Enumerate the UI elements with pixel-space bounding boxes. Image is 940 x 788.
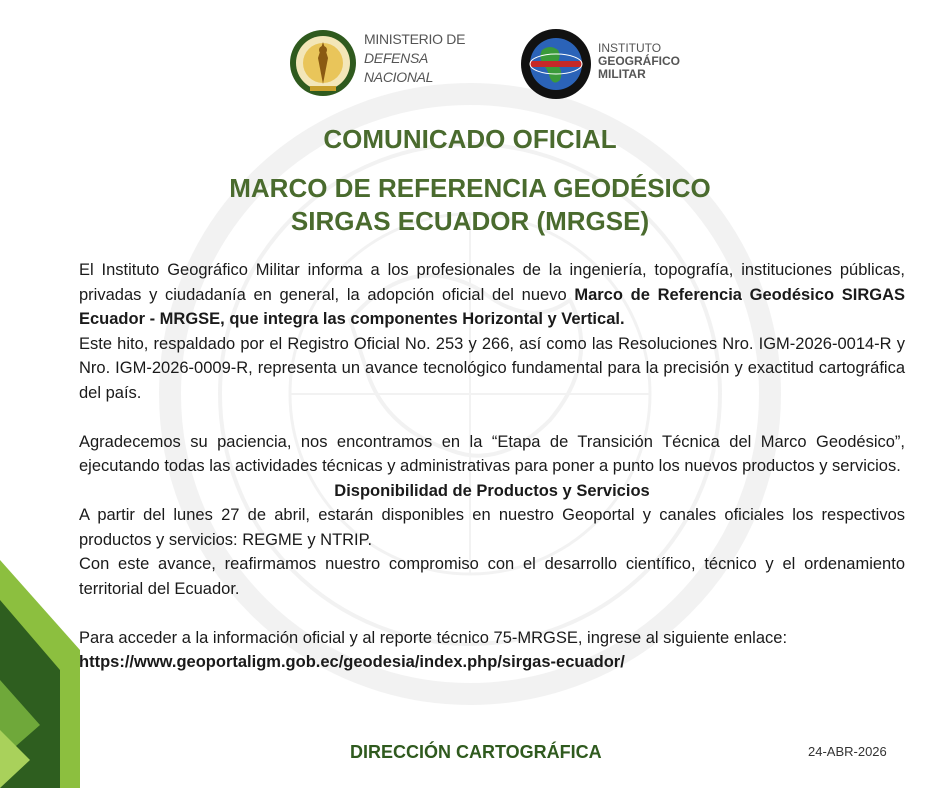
geoportal-link[interactable]: https://www.geoportaligm.gob.ec/geodesia/index.php/sirgas-ecuador/	[79, 653, 625, 671]
subtitle-line-2: SIRGAS ECUADOR (MRGSE)	[290, 206, 650, 236]
page-title: COMUNICADO OFICIAL	[323, 124, 617, 154]
ministry-name	[364, 30, 465, 87]
ministry-line-3: NACIONAL	[364, 69, 434, 85]
paragraph-legal-basis: Este hito, respaldado por el Registro Oficial No. 253 y 266, así como las Resoluciones Nro. IGM-2026-0014-R y Nro. IGM-2026-0009-R, representa un avance tecnológico fundamental para la precisión y exactitud cartográfica del país.	[79, 334, 905, 402]
communique-body	[79, 258, 905, 675]
header-logos	[0, 24, 940, 104]
subtitle-line-1: MARCO DE REFERENCIA GEODÉSICO	[229, 173, 711, 203]
paragraph-transition: Agradecemos su paciencia, nos encontramos en la “Etapa de Transición Técnica del Marco Geodésico”, ejecutando todas las actividades técnicas y administrativas para poner a punto los nuevos productos y servicios.	[79, 432, 905, 475]
issue-date: 24-ABR-2026	[808, 744, 887, 759]
igm-name	[598, 42, 680, 81]
section-heading: Disponibilidad de Productos y Servicios	[334, 481, 650, 500]
announcement-text: El Instituto Geográfico Militar informa a los profesionales de la ingeniería, topografía, instituciones públicas, privadas y ciudadanía en general, la adopción oficial del nuevo	[79, 261, 905, 304]
igm-line-1: INSTITUTO	[598, 41, 662, 55]
announcement-bold: Marco de Referencia Geodésico SIRGAS Ecuador - MRGSE, que integra las componentes Horizontal y Vertical.	[79, 285, 905, 328]
corner-decoration	[0, 560, 80, 788]
page-subtitle	[0, 172, 940, 238]
paragraph-announcement	[79, 258, 905, 332]
paragraph-access: Para acceder a la información oficial y al reporte técnico 75-MRGSE, ingrese al siguiente enlace:	[79, 628, 788, 647]
ministry-of-defense-emblem-icon	[288, 28, 358, 98]
department-name: DIRECCIÓN CARTOGRÁFICA	[350, 742, 602, 762]
ministry-line-2: DEFENSA	[364, 50, 429, 66]
paragraph-availability: A partir del lunes 27 de abril, estarán disponibles en nuestro Geoportal y canales oficiales los respectivos productos y servicios: REGME y NTRIP.	[79, 506, 905, 549]
paragraph-commitment: Con este avance, reafirmamos nuestro compromiso con el desarrollo científico, técnico y el ordenamiento territorial del Ecuador.	[79, 555, 905, 598]
igm-line-2: GEOGRÁFICO	[598, 54, 681, 68]
igm-globe-emblem-icon	[520, 28, 592, 100]
ministry-line-1: MINISTERIO DE	[364, 31, 466, 47]
igm-line-3: MILITAR	[598, 67, 646, 81]
